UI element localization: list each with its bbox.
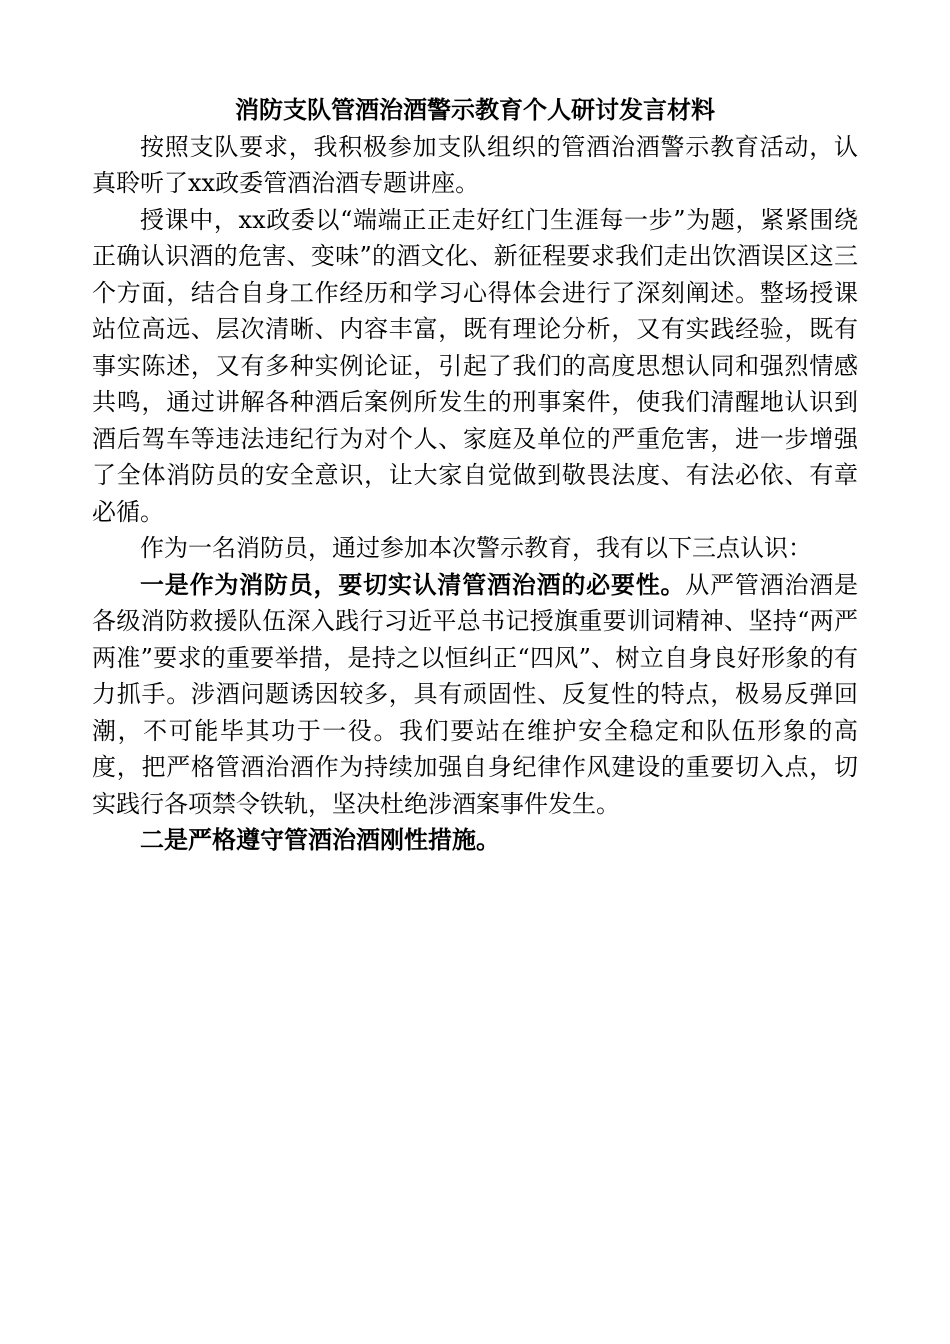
paragraph-lead: 一是作为消防员，要切实认清管酒治酒的必要性。 (140, 569, 686, 599)
paragraph-text: 授课中，xx政委以“端端正正走好红门生涯每一步”为题，紧紧围绕正确认识酒的危害、变味”的酒文化、新征程要求我们走出饮酒误区这三个方面，结合自身工作经历和学习心得体会进行了深刻阐述。整场授课站位高远、层次清晰、内容丰富，既有理论分析，又有实践经验，既有事实陈述，又有多种实例论证，引起了我们的高度思想认同和强烈情感共鸣，通过讲解各种酒后案例所发生的刑事案件，使我们清醒地认识到酒后驾车等违法违纪行为对个人、家庭及单位的严重危害，进一步增强了全体消防员的安全意识，让大家自觉做到敬畏法度、有法必依、有章必循。 (92, 205, 858, 526)
paragraph-text: 按照支队要求，我积极参加支队组织的管酒治酒警示教育活动，认真聆听了xx政委管酒治酒专题讲座。 (92, 132, 858, 197)
paragraph-text: 作为一名消防员，通过参加本次警示教育，我有以下三点认识： (140, 534, 812, 562)
document-page (92, 92, 858, 859)
paragraph-1 (92, 129, 858, 202)
paragraph-3 (92, 530, 858, 567)
paragraph-4 (92, 567, 858, 823)
paragraph-5 (92, 822, 858, 859)
document-title: 消防支队管酒治酒警示教育个人研讨发言材料 (235, 95, 715, 124)
paragraph-2 (92, 202, 858, 531)
paragraph-lead: 二是严格遵守管酒治酒刚性措施。 (140, 825, 500, 854)
paragraph-text: 从严管酒治酒是各级消防救援队伍深入践行习近平总书记授旗重要训词精神、坚持“两严两准”要求的重要举措，是持之以恒纠正“四风”、树立自身良好形象的有力抓手。涉酒问题诱因较多，具有顽固性、反复性的特点，极易反弹回潮，不可能毕其功于一役。我们要站在维护安全稳定和队伍形象的高度，把严格管酒治酒作为持续加强自身纪律作风建设的重要切入点，切实践行各项禁令铁轨，坚决杜绝涉酒案事件发生。 (92, 570, 859, 818)
